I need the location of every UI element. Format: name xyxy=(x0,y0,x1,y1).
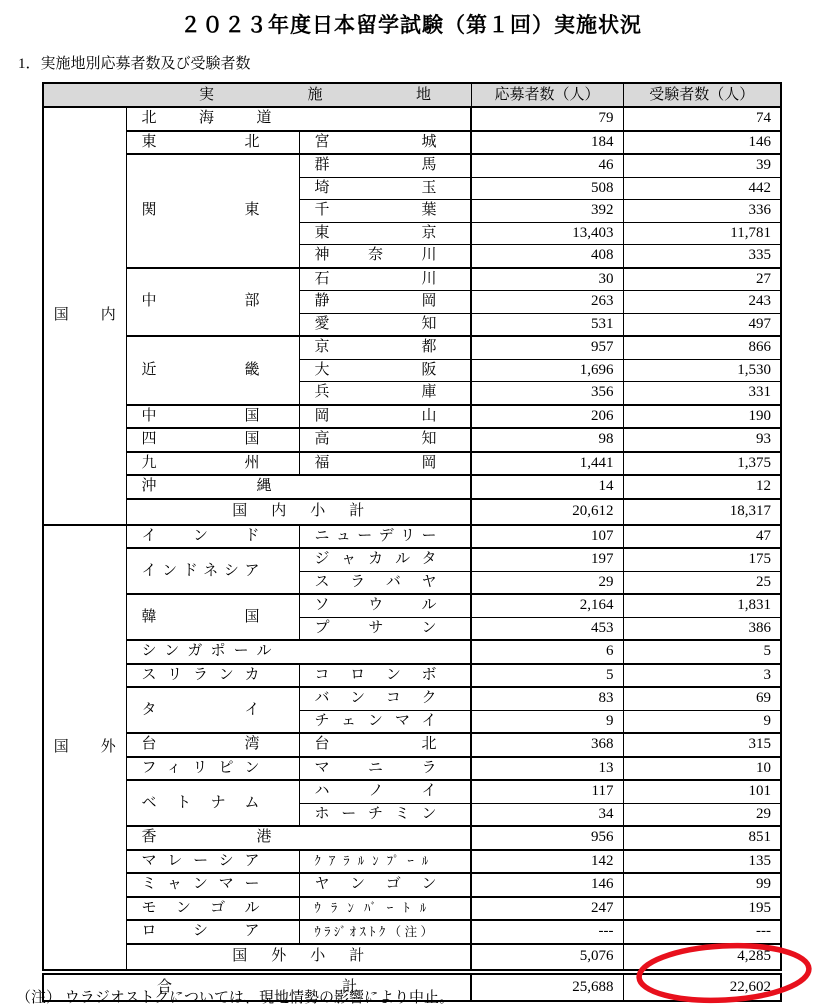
header-row xyxy=(43,83,781,107)
region-cell xyxy=(126,548,299,594)
examinees-cell: 146 xyxy=(623,131,781,155)
subtotal-row xyxy=(43,499,781,525)
city-cell xyxy=(299,428,471,452)
region-cell xyxy=(126,525,299,549)
table-row xyxy=(43,428,781,452)
examinees-cell: 101 xyxy=(623,780,781,803)
examinees-cell: 851 xyxy=(623,826,781,850)
city-cell xyxy=(299,131,471,155)
applicants-column-header: 応募者数（人） xyxy=(471,83,623,107)
city-cell-label: ソウル xyxy=(314,597,437,614)
city-cell-label: ｸｱﾗﾙﾝﾌﾟｰﾙ xyxy=(314,854,437,868)
city-cell-label: ジャカルタ xyxy=(314,551,437,568)
table-row xyxy=(43,452,781,476)
region-cell-label: インド xyxy=(141,527,260,544)
page-title: ２０２３年度日本留学試験（第１回）実施状況 xyxy=(180,13,642,37)
region-cell xyxy=(126,780,299,826)
city-cell-label: 東京 xyxy=(314,224,437,241)
applicants-cell: 206 xyxy=(471,405,623,429)
examinees-cell: 442 xyxy=(623,177,781,200)
city-cell-label: 静岡 xyxy=(314,293,437,310)
group-cell-label: 国内 xyxy=(53,307,116,324)
region-cell xyxy=(126,452,299,476)
city-cell xyxy=(299,548,471,571)
city-cell-label: 群馬 xyxy=(314,157,437,174)
examinees-cell: 10 xyxy=(623,757,781,781)
table-row xyxy=(43,154,781,177)
subtotal-applicants-cell: 20,612 xyxy=(471,499,623,525)
examinees-cell: --- xyxy=(623,920,781,944)
table-row xyxy=(43,920,781,944)
table-row xyxy=(43,733,781,757)
applicants-cell: 1,441 xyxy=(471,452,623,476)
city-cell xyxy=(299,222,471,245)
region-cell-label: 北海道 xyxy=(141,110,272,127)
region-cell xyxy=(126,131,299,155)
city-cell xyxy=(299,710,471,733)
examinees-cell: 3 xyxy=(623,664,781,688)
region-cell xyxy=(126,757,299,781)
applicants-cell: 263 xyxy=(471,291,623,314)
region-cell xyxy=(126,154,299,268)
applicants-cell: 356 xyxy=(471,382,623,405)
applicants-cell: 13,403 xyxy=(471,222,623,245)
city-cell xyxy=(299,617,471,640)
subtotal-examinees-cell: 18,317 xyxy=(623,499,781,525)
applicants-cell: 34 xyxy=(471,803,623,826)
applicants-cell: 197 xyxy=(471,548,623,571)
table-row xyxy=(43,640,781,664)
examinees-cell: 99 xyxy=(623,873,781,897)
examinees-cell: 69 xyxy=(623,687,781,710)
applicants-cell: 392 xyxy=(471,200,623,223)
city-cell xyxy=(299,268,471,291)
city-cell-label: 愛知 xyxy=(314,315,437,332)
table-row xyxy=(43,336,781,359)
table-row xyxy=(43,475,781,499)
results-table xyxy=(42,82,782,1002)
city-cell xyxy=(299,687,471,710)
subtotal-label-cell-label: 国内小計 xyxy=(232,503,365,519)
section-heading: 1．実施地別応募者数及び受験者数 xyxy=(18,56,251,72)
applicants-cell: 79 xyxy=(471,107,623,131)
subtotal-label-cell-label: 国外小計 xyxy=(232,948,365,964)
examinees-cell: 175 xyxy=(623,548,781,571)
city-cell xyxy=(299,571,471,594)
city-cell xyxy=(299,920,471,944)
city-cell-label: ハノイ xyxy=(314,783,437,800)
group-cell-label: 国外 xyxy=(53,738,116,755)
applicants-cell: 83 xyxy=(471,687,623,710)
examinees-cell: 331 xyxy=(623,382,781,405)
examinees-cell: 135 xyxy=(623,850,781,874)
city-cell-label: スラバヤ xyxy=(314,573,437,590)
group-cell xyxy=(43,107,126,525)
city-cell xyxy=(299,897,471,921)
region-cell xyxy=(126,850,299,874)
applicants-cell: 1,696 xyxy=(471,359,623,382)
region-cell-label: インドネシア xyxy=(141,562,260,579)
table-row xyxy=(43,780,781,803)
footnote: （注） ウラジオストクについては、現地情勢の影響により中止。 xyxy=(16,990,455,1006)
region-cell xyxy=(126,733,299,757)
city-cell-label: ｳﾗﾝﾊﾞｰﾄﾙ xyxy=(314,901,437,915)
city-cell xyxy=(299,359,471,382)
applicants-cell: 6 xyxy=(471,640,623,664)
region-cell-label: 中国 xyxy=(141,407,260,424)
applicants-cell: 453 xyxy=(471,617,623,640)
region-cell-label: ミャンマー xyxy=(141,876,260,893)
city-cell-label: 埼玉 xyxy=(314,179,437,196)
examinees-cell: 386 xyxy=(623,617,781,640)
city-cell xyxy=(299,664,471,688)
examinees-cell: 47 xyxy=(623,525,781,549)
city-cell xyxy=(299,154,471,177)
region-cell-label: 台湾 xyxy=(141,736,260,753)
city-cell xyxy=(299,382,471,405)
subtotal-row xyxy=(43,944,781,972)
applicants-cell: 5 xyxy=(471,664,623,688)
city-cell xyxy=(299,733,471,757)
applicants-cell: 184 xyxy=(471,131,623,155)
city-cell xyxy=(299,336,471,359)
region-cell xyxy=(126,405,299,429)
city-cell-label: コロンボ xyxy=(314,666,437,683)
region-cell xyxy=(126,594,299,640)
examinees-cell: 9 xyxy=(623,710,781,733)
examinees-cell: 5 xyxy=(623,640,781,664)
region-cell-label: 沖縄 xyxy=(141,478,272,495)
region-cell xyxy=(126,826,471,850)
applicants-cell: 46 xyxy=(471,154,623,177)
examinees-cell: 29 xyxy=(623,803,781,826)
applicants-cell: --- xyxy=(471,920,623,944)
applicants-cell: 2,164 xyxy=(471,594,623,617)
city-cell-label: バンコク xyxy=(314,690,437,707)
applicants-cell: 9 xyxy=(471,710,623,733)
region-cell xyxy=(126,897,299,921)
region-cell xyxy=(126,664,299,688)
city-cell-label: 神奈川 xyxy=(314,247,437,264)
city-cell xyxy=(299,594,471,617)
region-cell xyxy=(126,107,471,131)
table-row xyxy=(43,131,781,155)
city-cell xyxy=(299,850,471,874)
city-cell-label: ホーチミン xyxy=(314,805,437,822)
applicants-cell: 142 xyxy=(471,850,623,874)
applicants-cell: 368 xyxy=(471,733,623,757)
subtotal-label-cell xyxy=(126,944,471,972)
applicants-cell: 408 xyxy=(471,245,623,268)
table-row xyxy=(43,850,781,874)
applicants-cell: 508 xyxy=(471,177,623,200)
examinees-cell: 497 xyxy=(623,313,781,336)
city-cell-label: 岡山 xyxy=(314,407,437,424)
city-cell-label: 石川 xyxy=(314,270,437,287)
table-row xyxy=(43,757,781,781)
applicants-cell: 531 xyxy=(471,313,623,336)
examinees-cell: 12 xyxy=(623,475,781,499)
subtotal-label-cell xyxy=(126,499,471,525)
region-cell xyxy=(126,475,471,499)
applicants-cell: 14 xyxy=(471,475,623,499)
city-cell xyxy=(299,803,471,826)
city-cell xyxy=(299,177,471,200)
examinees-cell: 1,530 xyxy=(623,359,781,382)
examinees-cell: 336 xyxy=(623,200,781,223)
region-cell-label: 関東 xyxy=(141,202,260,219)
applicants-cell: 956 xyxy=(471,826,623,850)
region-cell-label: スリランカ xyxy=(141,666,260,683)
city-cell xyxy=(299,780,471,803)
region-cell xyxy=(126,336,299,405)
city-cell-label: 京都 xyxy=(314,339,437,356)
region-cell-label: 近畿 xyxy=(141,361,260,378)
results-table-wrapper xyxy=(42,82,782,1002)
region-cell xyxy=(126,640,471,664)
city-cell-label: マニラ xyxy=(314,759,437,776)
applicants-cell: 146 xyxy=(471,873,623,897)
region-cell-label: 香港 xyxy=(141,829,272,846)
city-cell xyxy=(299,291,471,314)
city-cell-label: 台北 xyxy=(314,736,437,753)
examinees-cell: 27 xyxy=(623,268,781,291)
city-cell-label: 宮城 xyxy=(314,133,437,150)
region-cell-label: ベトナム xyxy=(141,794,260,811)
city-cell-label: 大阪 xyxy=(314,361,437,378)
applicants-cell: 247 xyxy=(471,897,623,921)
city-cell xyxy=(299,452,471,476)
applicants-cell: 30 xyxy=(471,268,623,291)
examinees-cell: 11,781 xyxy=(623,222,781,245)
total-label-cell-label: 合計 xyxy=(157,978,357,995)
examinees-cell: 1,831 xyxy=(623,594,781,617)
region-cell-label: タイ xyxy=(141,701,260,718)
table-row xyxy=(43,268,781,291)
city-cell xyxy=(299,313,471,336)
city-cell xyxy=(299,405,471,429)
subtotal-applicants-cell: 5,076 xyxy=(471,944,623,972)
table-row xyxy=(43,594,781,617)
region-cell xyxy=(126,873,299,897)
examinees-cell: 335 xyxy=(623,245,781,268)
region-cell-label: 東北 xyxy=(141,133,260,150)
examinees-cell: 315 xyxy=(623,733,781,757)
region-cell-label: 韓国 xyxy=(141,608,260,625)
examinees-cell: 190 xyxy=(623,405,781,429)
applicants-cell: 13 xyxy=(471,757,623,781)
region-cell-label: 中部 xyxy=(141,293,260,310)
examinees-cell: 39 xyxy=(623,154,781,177)
site-header-label: 実施地 xyxy=(199,86,431,103)
city-cell-label: チェンマイ xyxy=(314,712,437,729)
region-cell xyxy=(126,428,299,452)
table-row xyxy=(43,548,781,571)
table-row xyxy=(43,873,781,897)
region-cell xyxy=(126,268,299,337)
examinees-cell: 74 xyxy=(623,107,781,131)
applicants-cell: 98 xyxy=(471,428,623,452)
city-cell-label: ニューデリー xyxy=(314,527,437,544)
total-examinees-cell: 22,602 xyxy=(623,972,781,1001)
table-row xyxy=(43,525,781,549)
city-cell-label: 高知 xyxy=(314,431,437,448)
table-row xyxy=(43,897,781,921)
applicants-cell: 117 xyxy=(471,780,623,803)
region-cell-label: ロシア xyxy=(141,923,260,940)
examinees-cell: 1,375 xyxy=(623,452,781,476)
subtotal-examinees-cell: 4,285 xyxy=(623,944,781,972)
region-cell-label: シンガポール xyxy=(141,643,272,660)
applicants-cell: 957 xyxy=(471,336,623,359)
city-cell-label: ヤンゴン xyxy=(314,876,437,893)
city-cell-label: 千葉 xyxy=(314,202,437,219)
city-cell-label: ｳﾗｼﾞｵｽﾄｸ（注） xyxy=(314,924,437,939)
table-row xyxy=(43,664,781,688)
examinees-cell: 866 xyxy=(623,336,781,359)
city-cell xyxy=(299,757,471,781)
site-column-header xyxy=(43,83,471,107)
city-cell-label: 兵庫 xyxy=(314,384,437,401)
examinees-column-header: 受験者数（人） xyxy=(623,83,781,107)
city-cell-label: プサン xyxy=(314,619,437,636)
city-cell xyxy=(299,873,471,897)
city-cell xyxy=(299,245,471,268)
examinees-cell: 93 xyxy=(623,428,781,452)
examinees-cell: 195 xyxy=(623,897,781,921)
group-cell xyxy=(43,525,126,972)
region-cell-label: マレーシア xyxy=(141,852,260,869)
city-cell xyxy=(299,200,471,223)
region-cell-label: 九州 xyxy=(141,454,260,471)
examinees-cell: 25 xyxy=(623,571,781,594)
region-cell-label: モンゴル xyxy=(141,899,260,916)
table-row xyxy=(43,107,781,131)
region-cell-label: 四国 xyxy=(141,431,260,448)
region-cell xyxy=(126,920,299,944)
city-cell-label: 福岡 xyxy=(314,454,437,471)
table-row xyxy=(43,405,781,429)
applicants-cell: 29 xyxy=(471,571,623,594)
examinees-cell: 243 xyxy=(623,291,781,314)
region-cell-label: フィリピン xyxy=(141,759,260,776)
city-cell xyxy=(299,525,471,549)
table-row xyxy=(43,687,781,710)
applicants-cell: 107 xyxy=(471,525,623,549)
region-cell xyxy=(126,687,299,733)
table-row xyxy=(43,826,781,850)
total-applicants-cell: 25,688 xyxy=(471,972,623,1001)
